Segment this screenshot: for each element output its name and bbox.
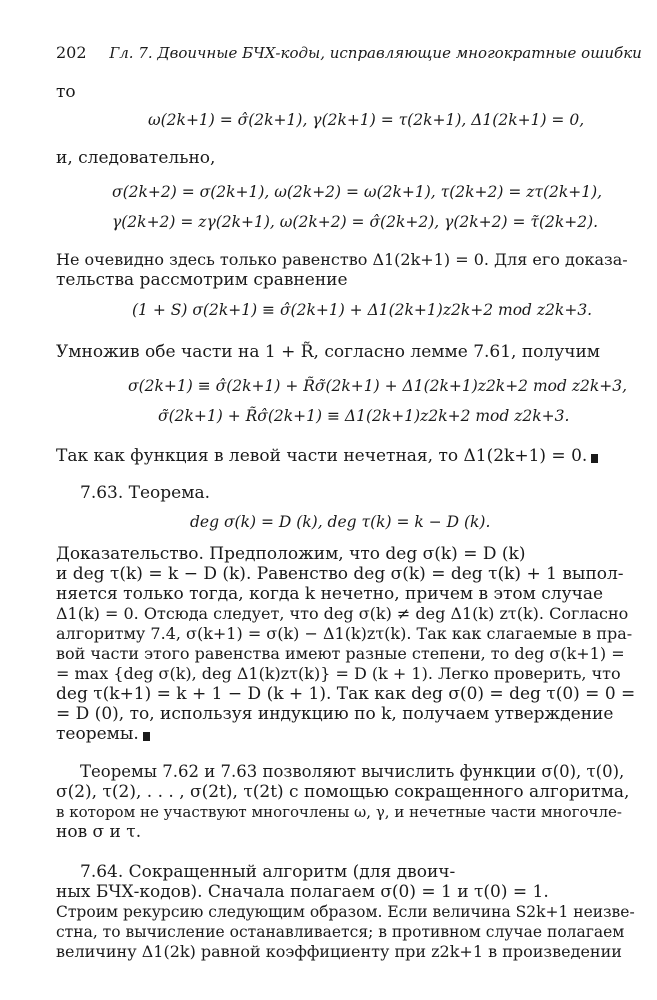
equation: γ(2k+2) = zγ(2k+1), ω(2k+2) = σ̂(2k+2), γ(2k+2) = τ̃(2k+2). [112,213,599,231]
text-span: теоремы. [56,724,139,744]
equation: (1 + S) σ(2k+1) ≡ σ̂(2k+1) + Δ1(2k+1)z2k+2 mod z2k+3. [132,301,593,319]
text-line: σ(2), τ(2), . . . , σ(2t), τ(2t) с помощью сокращенного алгоритма, [56,782,630,802]
text-line: и, следовательно, [56,148,216,168]
qed-mark [143,732,150,741]
text-line: Теоремы 7.62 и 7.63 позволяют вычислить функции σ(0), τ(0), [80,762,625,781]
text-line: ных БЧХ-кодов). Сначала полагаем σ(0) = 1 и τ(0) = 1. [56,882,549,902]
text-line: няется только тогда, когда k нечетно, причем в этом случае [56,584,604,604]
equation: σ(2k+1) ≡ σ̂(2k+1) + R̃σ̃(2k+1) + Δ1(2k+1)z2k+2 mod z2k+3, [128,377,628,395]
text-line [56,724,150,744]
text-line: 7.64. Сокращенный алгоритм (для двоич- [80,862,456,882]
equation: σ̃(2k+1) + R̃σ̂(2k+1) ≡ Δ1(2k+1)z2k+2 mod z2k+3. [158,407,570,425]
text-line: = max {deg σ(k), deg Δ1(k)zτ(k)} = D (k + 1). Легко проверить, что [56,664,621,683]
theorem-heading: 7.63. Теорема. [80,483,210,503]
equation: ω(2k+1) = σ̂(2k+1), γ(2k+1) = τ(2k+1), Δ1(2k+1) = 0, [148,111,585,129]
text-line: Доказательство. Предположим, что deg σ(k) = D (k) [56,544,526,564]
running-header [56,43,642,62]
equation: σ(2k+2) = σ(2k+1), ω(2k+2) = ω(2k+1), τ(2k+2) = zτ(2k+1), [112,183,603,201]
text-line: deg τ(k+1) = k + 1 − D (k + 1). Так как deg σ(0) = deg τ(0) = 0 = [56,684,636,704]
text-line: то [56,82,76,102]
text-line: тельства рассмотрим сравнение [56,270,348,290]
text-line: алгоритму 7.4, σ(k+1) = σ(k) − Δ1(k)zτ(k). Так как слагаемые в пра- [56,624,633,643]
text-line: стна, то вычисление останавливается; в противном случае полагаем [56,923,625,941]
text-line: = D (0), то, используя индукцию по k, получаем утверждение [56,704,614,724]
text-line: величину Δ1(2k) равной коэффициенту при z2k+1 в произведении [56,942,622,961]
page-number: 202 [56,43,87,62]
text-line: Не очевидно здесь только равенство Δ1(2k+1) = 0. Для его доказа- [56,250,628,269]
text-line: Δ1(k) = 0. Отсюда следует, что deg σ(k) ≠ deg Δ1(k) zτ(k). Согласно [56,604,629,623]
text-line: в котором не участвуют многочлены ω, γ, и нечетные части многочле- [56,803,622,821]
text-span: Так как функция в левой части нечетная, то Δ1(2k+1) = 0. [56,446,588,466]
qed-mark [591,454,598,463]
text-line: и deg τ(k) = k − D (k). Равенство deg σ(k) = deg τ(k) + 1 выпол- [56,564,624,584]
text-line: Умножив обе части на 1 + R̃, согласно лемме 7.61, получим [56,342,601,362]
text-line: Строим рекурсию следующим образом. Если величина S2k+1 неизве- [56,903,635,921]
text-line: нов σ и τ. [56,822,142,842]
running-title: Гл. 7. Двоичные БЧХ-коды, исправляющие многократные ошибки [109,44,642,62]
equation: deg σ(k) = D (k), deg τ(k) = k − D (k). [190,513,491,531]
text-line [56,446,598,466]
text-line: вой части этого равенства имеют разные степени, то deg σ(k+1) = [56,644,625,663]
